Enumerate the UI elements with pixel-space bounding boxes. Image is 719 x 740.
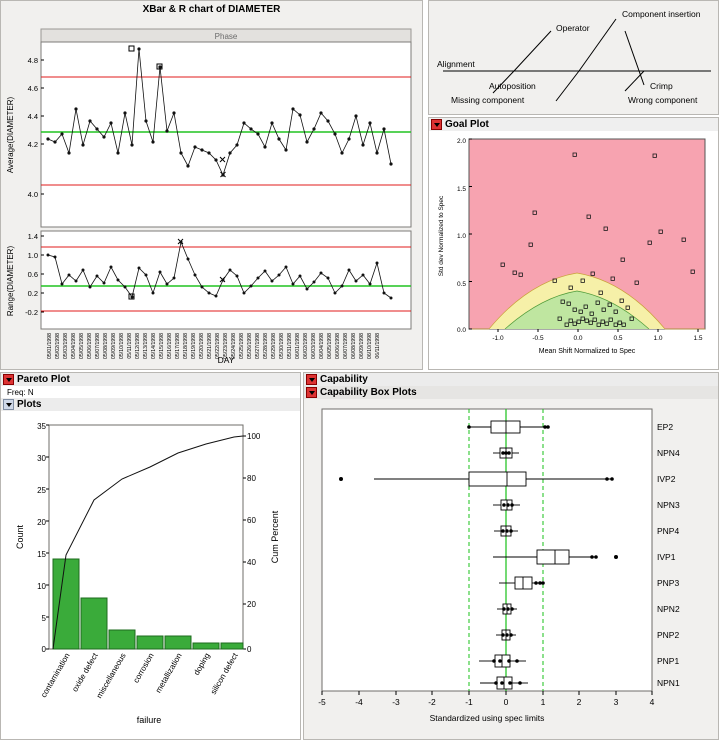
svg-text:0: 0 [247, 645, 252, 654]
svg-text:PNP1: PNP1 [657, 656, 680, 666]
svg-text:Std dev Normalized to Spec: Std dev Normalized to Spec [438, 195, 445, 277]
svg-text:05/12/1998: 05/12/1998 [135, 333, 141, 359]
svg-text:contamination: contamination [39, 651, 72, 700]
svg-text:15: 15 [37, 550, 46, 559]
svg-text:NPN1: NPN1 [657, 678, 680, 688]
svg-text:corrosion: corrosion [131, 651, 156, 685]
svg-text:0.5: 0.5 [456, 281, 466, 288]
svg-text:Operator: Operator [556, 23, 590, 33]
svg-text:-1: -1 [465, 697, 473, 707]
svg-text:-5: -5 [318, 697, 326, 707]
svg-text:80: 80 [247, 474, 256, 483]
svg-text:Component insertion: Component insertion [622, 9, 701, 19]
svg-text:05/14/1998: 05/14/1998 [151, 333, 157, 359]
pareto-chart-svg [1, 411, 300, 731]
svg-text:05/22/1998: 05/22/1998 [215, 333, 221, 359]
svg-text:4.8: 4.8 [27, 56, 38, 65]
svg-text:NPN4: NPN4 [657, 448, 680, 458]
svg-text:Autoposition: Autoposition [489, 81, 536, 91]
svg-text:Missing component: Missing component [451, 95, 525, 105]
svg-text:0.0: 0.0 [456, 327, 466, 334]
svg-text:05/11/1998: 05/11/1998 [127, 333, 133, 359]
svg-text:05/05/1998: 05/05/1998 [79, 333, 85, 359]
svg-text:25: 25 [37, 486, 46, 495]
svg-text:2: 2 [576, 697, 582, 707]
fishbone-diagram [429, 1, 718, 114]
plots-disclosure-icon[interactable] [3, 399, 14, 410]
svg-text:06/07/1998: 06/07/1998 [343, 333, 349, 359]
svg-text:06/09/1998: 06/09/1998 [359, 333, 365, 359]
svg-text:-0.2: -0.2 [25, 308, 38, 317]
goal-plot-panel [428, 117, 719, 370]
svg-text:05/25/1998: 05/25/1998 [239, 333, 245, 359]
svg-text:NPN3: NPN3 [657, 500, 680, 510]
svg-text:Mean Shift Normalized to Spec: Mean Shift Normalized to Spec [538, 348, 636, 355]
svg-text:4: 4 [649, 697, 655, 707]
svg-text:60: 60 [247, 516, 256, 525]
goal-plot-disclosure-icon[interactable] [431, 119, 442, 130]
svg-text:10: 10 [37, 582, 46, 591]
svg-text:05/06/1998: 05/06/1998 [87, 333, 93, 359]
svg-text:4.4: 4.4 [27, 112, 38, 121]
svg-text:0.0: 0.0 [573, 335, 583, 342]
svg-text:5: 5 [41, 614, 46, 623]
xbar-r-panel [0, 0, 423, 370]
pareto-disclosure-icon[interactable] [3, 374, 14, 385]
svg-text:Crimp: Crimp [650, 81, 673, 91]
svg-text:1: 1 [540, 697, 546, 707]
svg-text:20: 20 [247, 600, 256, 609]
svg-text:0: 0 [503, 697, 509, 707]
capability-disclosure-icon[interactable] [306, 374, 317, 385]
svg-text:failure: failure [136, 715, 162, 725]
svg-text:IVP2: IVP2 [657, 474, 676, 484]
svg-text:Phase: Phase [214, 32, 238, 41]
capability-boxplots-title: Capability Box Plots [320, 387, 417, 398]
svg-text:05/15/1998: 05/15/1998 [159, 333, 165, 359]
svg-text:PNP4: PNP4 [657, 526, 680, 536]
boxplots-disclosure-icon[interactable] [306, 387, 317, 398]
svg-text:05/29/1998: 05/29/1998 [271, 333, 277, 359]
svg-text:05/07/1998: 05/07/1998 [95, 333, 101, 359]
svg-text:05/03/1998: 05/03/1998 [63, 333, 69, 359]
svg-text:05/20/1998: 05/20/1998 [199, 333, 205, 359]
svg-text:05/23/1998: 05/23/1998 [223, 333, 229, 359]
svg-text:06/02/1998: 06/02/1998 [303, 333, 309, 359]
svg-text:05/30/1998: 05/30/1998 [279, 333, 285, 359]
svg-text:4.6: 4.6 [27, 84, 38, 93]
svg-text:06/01/1998: 06/01/1998 [295, 333, 301, 359]
capability-panel [303, 372, 719, 740]
svg-text:05/21/1998: 05/21/1998 [207, 333, 213, 359]
svg-text:-1.0: -1.0 [492, 335, 504, 342]
svg-text:1.5: 1.5 [693, 335, 703, 342]
svg-text:EP2: EP2 [657, 422, 674, 432]
svg-text:IVP1: IVP1 [657, 552, 676, 562]
plots-header[interactable] [1, 398, 300, 411]
svg-text:05/08/1998: 05/08/1998 [103, 333, 109, 359]
svg-text:05/17/1998: 05/17/1998 [175, 333, 181, 359]
svg-text:06/06/1998: 06/06/1998 [335, 333, 341, 359]
pareto-freq-label: Freq: N [7, 388, 34, 397]
svg-text:Standardized using spec limits: Standardized using spec limits [429, 713, 545, 723]
svg-text:Cum Percent: Cum Percent [270, 510, 280, 564]
svg-text:-2: -2 [428, 697, 436, 707]
svg-text:miscellaneous: miscellaneous [94, 651, 128, 700]
svg-text:4.2: 4.2 [27, 140, 38, 149]
svg-text:05/04/1998: 05/04/1998 [71, 333, 77, 359]
svg-text:06/10/1998: 06/10/1998 [367, 333, 373, 359]
pareto-panel [0, 372, 301, 740]
capability-boxplot-svg [304, 399, 718, 735]
svg-text:silicon defect: silicon defect [208, 651, 240, 697]
svg-text:06/05/1998: 06/05/1998 [327, 333, 333, 359]
svg-text:4.0: 4.0 [27, 190, 38, 199]
svg-text:35: 35 [37, 422, 46, 431]
svg-text:oxide defect: oxide defect [70, 651, 100, 694]
svg-text:05/10/1998: 05/10/1998 [119, 333, 125, 359]
plots-title: Plots [17, 399, 42, 410]
svg-text:doping: doping [191, 651, 212, 677]
svg-text:Average(DIAMETER): Average(DIAMETER) [6, 96, 15, 174]
pareto-header[interactable] [1, 373, 300, 386]
svg-text:Count: Count [15, 524, 25, 550]
svg-text:06/11/1998: 06/11/1998 [375, 333, 381, 359]
svg-text:30: 30 [37, 454, 46, 463]
svg-text:05/31/1998: 05/31/1998 [287, 333, 293, 359]
svg-text:20: 20 [37, 518, 46, 527]
svg-text:05/02/1998: 05/02/1998 [55, 333, 61, 359]
svg-text:05/16/1998: 05/16/1998 [167, 333, 173, 359]
svg-text:Wrong component: Wrong component [628, 95, 698, 105]
svg-text:3: 3 [613, 697, 619, 707]
xbar-chart-title: XBar & R chart of DIAMETER [142, 4, 281, 15]
svg-text:PNP3: PNP3 [657, 578, 680, 588]
svg-text:05/26/1998: 05/26/1998 [247, 333, 253, 359]
svg-text:05/19/1998: 05/19/1998 [191, 333, 197, 359]
svg-text:06/03/1998: 06/03/1998 [311, 333, 317, 359]
svg-text:metallization: metallization [153, 651, 184, 695]
svg-text:Range(DIAMETER): Range(DIAMETER) [6, 245, 15, 317]
goal-plot-header[interactable] [429, 118, 718, 131]
capability-header[interactable] [304, 373, 718, 386]
svg-text:1.0: 1.0 [27, 251, 38, 260]
svg-text:0.6: 0.6 [27, 270, 38, 279]
svg-text:DAY: DAY [217, 355, 235, 365]
goal-plot-title: Goal Plot [445, 119, 489, 130]
svg-text:1.0: 1.0 [653, 335, 663, 342]
goal-plot-svg [429, 131, 718, 367]
fishbone-panel [428, 0, 719, 115]
svg-text:05/27/1998: 05/27/1998 [255, 333, 261, 359]
svg-text:05/13/1998: 05/13/1998 [143, 333, 149, 359]
svg-text:Alignment: Alignment [437, 59, 475, 69]
svg-text:05/01/1998: 05/01/1998 [47, 333, 53, 359]
svg-text:05/09/1998: 05/09/1998 [111, 333, 117, 359]
svg-text:05/18/1998: 05/18/1998 [183, 333, 189, 359]
svg-text:1.0: 1.0 [456, 233, 466, 240]
capability-boxplots-header[interactable] [304, 386, 718, 399]
svg-text:1.5: 1.5 [456, 186, 466, 193]
svg-text:NPN2: NPN2 [657, 604, 680, 614]
capability-title: Capability [320, 374, 368, 385]
svg-text:-3: -3 [392, 697, 400, 707]
xbar-r-chart-svg [1, 15, 422, 367]
svg-text:0: 0 [41, 645, 46, 654]
svg-text:06/04/1998: 06/04/1998 [319, 333, 325, 359]
svg-text:PNP2: PNP2 [657, 630, 680, 640]
svg-text:100: 100 [247, 432, 261, 441]
svg-text:06/08/1998: 06/08/1998 [351, 333, 357, 359]
pareto-title: Pareto Plot [17, 374, 70, 385]
svg-text:05/24/1998: 05/24/1998 [231, 333, 237, 359]
svg-text:0.5: 0.5 [613, 335, 623, 342]
svg-text:05/28/1998: 05/28/1998 [263, 333, 269, 359]
svg-text:0.2: 0.2 [27, 289, 38, 298]
svg-text:1.4: 1.4 [27, 232, 38, 241]
svg-text:-4: -4 [355, 697, 363, 707]
svg-text:40: 40 [247, 558, 256, 567]
svg-text:2.0: 2.0 [456, 138, 466, 145]
svg-text:-0.5: -0.5 [532, 335, 544, 342]
